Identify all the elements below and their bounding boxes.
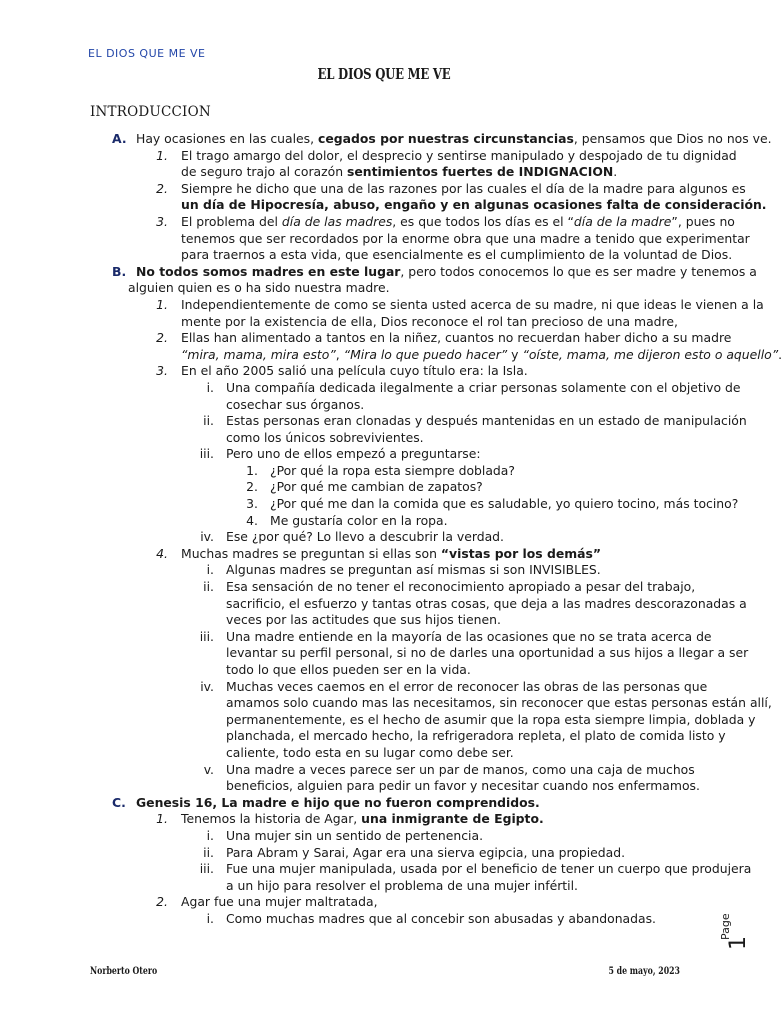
paragraph-line: sacrificio, el esfuerzo y tantas otras cosas, que deja a las madres descorazonadas a: [226, 595, 747, 611]
paragraph-line: Algunas madres se preguntan así mismas si son INVISIBLES.: [226, 562, 601, 578]
paragraph-line: todo lo que ellos pueden ser en la vida.: [226, 662, 471, 677]
section-marker: B.: [112, 263, 127, 279]
paragraph-line: Muchas veces caemos en el error de reconocer las obras de las personas que: [226, 678, 708, 694]
sub-item: [0, 380, 768, 413]
sub-list: [0, 562, 772, 794]
sub-item: [0, 845, 768, 862]
paragraph-line: levantar su perfil personal, si no de darles una oportunidad a sus hijos a llegar a ser: [226, 645, 749, 661]
sub-item: [0, 629, 768, 679]
paragraph-line: mente por la existencia de ella, Dios reconoce el rol tan precioso de una madre,: [181, 313, 678, 329]
paragraph-line: como los únicos sobrevivientes.: [226, 429, 424, 445]
section-a-text: Hay ocasiones en las cuales, cegados por nuestras circunstancias, pensamos que Dios no nos ve.: [136, 131, 772, 146]
roman-marker: iii.: [199, 628, 214, 644]
sub-item: [0, 861, 768, 894]
paragraph-line: permanentemente, es el hecho de asumir que la ropa esta siempre limpia, doblada y: [226, 711, 756, 727]
section-b: [0, 264, 768, 297]
paragraph-line: amamos solo cuando mas las necesitamos, sin reconocer que estas personas están allí,: [226, 695, 772, 711]
sub-item: [0, 446, 768, 463]
paragraph-line: Una mujer sin un sentido de pertenencia.: [226, 827, 484, 843]
paragraph-line: Pero uno de ellos empezó a preguntarse:: [226, 446, 481, 462]
paragraph-line: planchada, el mercado hecho, la refrigeradora repleta, el plato de comida listo y: [226, 728, 726, 744]
roman-marker: iii.: [199, 861, 214, 877]
paragraph-line: Como muchas madres que al concebir son abusadas y abandonadas.: [226, 910, 656, 926]
item-marker: 2.: [156, 330, 168, 346]
roman-marker: iv.: [200, 678, 214, 694]
item-marker: 3.: [156, 213, 168, 229]
page-indicator: [718, 900, 751, 960]
paragraph-line: No todos somos madres en este lugar, pero todos conocemos lo que es ser madre y tenemos a: [136, 263, 757, 279]
question-text: ¿Por qué me cambian de zapatos?: [270, 479, 483, 495]
question-text: Me gustaría color en la ropa.: [270, 512, 448, 528]
paragraph-line: Una compañía dedicada ilegalmente a criar personas solamente con el objetivo de: [226, 379, 741, 395]
sub-list: [0, 828, 768, 894]
paragraph-line: alguien quien es o ha sido nuestra madre.: [128, 280, 390, 296]
roman-marker: i.: [206, 562, 214, 578]
list-item: [0, 214, 768, 264]
sub-item: [0, 413, 768, 446]
list-item: [0, 297, 768, 330]
list-item: [0, 546, 768, 563]
paragraph-line: cosechar sus órganos.: [226, 396, 365, 412]
question-item: [0, 479, 768, 496]
list-item: [0, 148, 768, 181]
paragraph-line: Agar fue una mujer maltratada,: [181, 894, 378, 910]
sub-item: [0, 911, 768, 928]
question-marker: 4.: [246, 512, 258, 528]
document-title: EL DIOS QUE ME VE: [317, 65, 451, 83]
question-text: ¿Por qué la ropa esta siempre doblada?: [270, 462, 515, 478]
paragraph-line: para traernos a esta vida, que esencialmente es el cumplimiento de la voluntad de Dios.: [181, 247, 733, 263]
list-item: [0, 811, 768, 828]
item-marker: 1.: [156, 147, 168, 163]
item-marker: 1.: [156, 296, 168, 312]
item-marker: 2.: [156, 180, 168, 196]
paragraph-line: El problema del día de las madres, es que todos los días es el “día de la madre”, pues no: [181, 213, 735, 229]
section-c-text: Genesis 16, La madre e hijo que no fueron comprendidos.: [136, 794, 540, 810]
paragraph-line: Una madre entiende en la mayoría de las ocasiones que no se trata acerca de: [226, 628, 712, 644]
roman-marker: v.: [203, 761, 214, 777]
paragraph-line: un día de Hipocresía, abuso, engaño y en algunas ocasiones falta de consideración.: [181, 197, 767, 213]
item-marker: 4.: [156, 545, 168, 561]
sub-item: [0, 678, 772, 762]
paragraph-line: de seguro trajo al corazón sentimientos fuertes de INDIGNACION.: [181, 164, 618, 180]
paragraph-line: Independientemente de como se sienta usted acerca de su madre, ni que ideas le vienen a la: [181, 296, 764, 312]
roman-marker: iii.: [199, 446, 214, 462]
list-item: [0, 181, 768, 214]
item-marker: 2.: [156, 894, 168, 910]
paragraph-line: Ese ¿por qué? Lo llevo a descubrir la verdad.: [226, 529, 504, 545]
sub-item: [0, 562, 768, 579]
roman-marker: ii.: [203, 844, 214, 860]
paragraph-line: Esa sensación de no tener el reconocimiento apropiado a pesar del trabajo,: [226, 579, 696, 595]
sub-list: [0, 911, 768, 928]
question-text: ¿Por qué me dan la comida que es saludable, yo quiero tocino, más tocino?: [270, 496, 739, 512]
paragraph-line: Tenemos la historia de Agar, una inmigrante de Egipto.: [181, 811, 544, 827]
paragraph-line: Muchas madres se preguntan si ellas son “vistas por los demás”: [181, 545, 602, 561]
roman-marker: i.: [206, 827, 214, 843]
intro-heading: INTRODUCCION: [90, 104, 211, 120]
item-marker: 3.: [156, 363, 168, 379]
sub-item: [0, 529, 768, 546]
item-marker: 1.: [156, 811, 168, 827]
sub-item: [0, 579, 768, 629]
list-item: [0, 894, 768, 911]
footer-date: 5 de mayo, 2023: [608, 966, 680, 977]
paragraph-line: veces por las actitudes que sus hijos tienen.: [226, 612, 501, 628]
question-marker: 3.: [246, 496, 258, 512]
paragraph-line: Para Abram y Sarai, Agar era una sierva egipcia, una propiedad.: [226, 844, 626, 860]
section-a: [0, 131, 772, 148]
paragraph-line: Fue una mujer manipulada, usada por el beneficio de tener un cuerpo que produjera: [226, 861, 752, 877]
sub-item: [0, 762, 768, 795]
paragraph-line: Una madre a veces parece ser un par de manos, como una caja de muchos: [226, 761, 695, 777]
list-item: [0, 363, 768, 380]
paragraph-line: caliente, todo esta en su lugar como debe ser.: [226, 744, 514, 760]
section-marker: A.: [112, 131, 127, 146]
paragraph-line: El trago amargo del dolor, el desprecio y sentirse manipulado y despojado de tu dignidad: [181, 147, 737, 163]
question-marker: 1.: [246, 462, 258, 478]
paragraph-line: tenemos que ser recordados por la enorme obra que una madre a tenido que experimentar: [181, 230, 750, 246]
question-item: [0, 463, 768, 480]
paragraph-line: Siempre he dicho que una de las razones por las cuales el día de la madre para algunos es: [181, 180, 746, 196]
paragraph-line: “mira, mama, mira esto”, “Mira lo que puedo hacer” y “oíste, mama, me dijeron esto o aquello”.: [181, 346, 782, 362]
page-label: Page: [719, 913, 732, 940]
paragraph-line: Ellas han alimentado a tantos en la niñez, cuantos no recuerdan haber dicho a su madre: [181, 330, 732, 346]
question-marker: 2.: [246, 479, 258, 495]
document-body: [0, 131, 782, 928]
roman-marker: i.: [206, 910, 214, 926]
roman-marker: ii.: [203, 413, 214, 429]
paragraph-line: Estas personas eran clonadas y después mantenidas en un estado de manipulación: [226, 413, 747, 429]
sub-item: [0, 828, 768, 845]
paragraph-line: beneficios, alguien para pedir un favor y necesitar cuando nos enfermamos.: [226, 778, 700, 794]
roman-marker: iv.: [200, 529, 214, 545]
question-item: [0, 513, 768, 530]
paragraph-line: En el año 2005 salió una película cuyo título era: la Isla.: [181, 363, 528, 379]
question-item: [0, 496, 768, 513]
section-c: [0, 795, 768, 812]
list-item: [0, 330, 782, 363]
footer-author: Norberto Otero: [90, 966, 158, 977]
paragraph-line: a un hijo para resolver el problema de una mujer infértil.: [226, 877, 578, 893]
page-number: 1: [726, 936, 751, 950]
roman-marker: ii.: [203, 579, 214, 595]
section-marker: C.: [112, 794, 126, 810]
roman-marker: i.: [206, 379, 214, 395]
running-header: EL DIOS QUE ME VE: [88, 47, 206, 60]
